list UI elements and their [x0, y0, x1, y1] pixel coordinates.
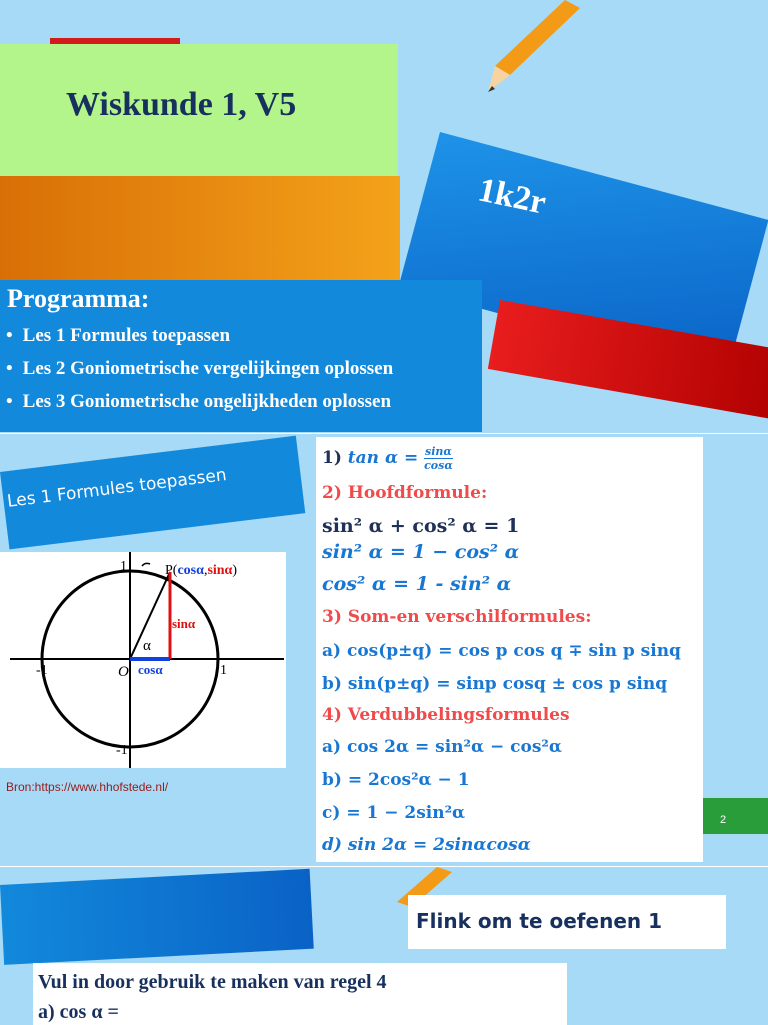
- formula-2a: sin² α + cos² α = 1: [322, 515, 520, 537]
- unit-circle-diagram: [0, 552, 286, 768]
- slide-number: 2: [720, 814, 727, 826]
- programme-item: • Les 3 Goniometrische ongelijkheden oplossen: [6, 391, 393, 424]
- formula-2b: sin² α = 1 − cos² α: [322, 541, 520, 563]
- programme-list: [6, 325, 393, 424]
- programme-title: Programma:: [7, 284, 150, 313]
- slide-3: [0, 866, 768, 1025]
- formula-4b: b) = 2cos²α − 1: [322, 770, 470, 790]
- pointer-arrow: [142, 563, 150, 566]
- tick-top: 1: [120, 559, 127, 574]
- fraction-numerator: sinα: [425, 445, 452, 458]
- formula-3a: a) cos(p±q) = cos p cos q ∓ sin p sinq: [322, 641, 681, 661]
- origin-label: O: [118, 664, 129, 680]
- orange-band: [0, 176, 400, 280]
- fraction-denominator: cosα: [424, 459, 453, 472]
- point-label: P(cosα,sinα): [165, 563, 238, 578]
- alpha-label: α: [143, 638, 151, 654]
- exercise-title: Flink om te oefenen 1: [416, 909, 662, 933]
- class-code: 1k2r: [475, 171, 550, 222]
- heading-verdubbeling: 4) Verdubbelingsformules: [322, 705, 570, 725]
- formula-1-number: 1): [322, 448, 342, 468]
- task-text: Vul in door gebruik te maken van regel 4: [38, 971, 387, 993]
- tick-bottom: -1: [116, 743, 128, 758]
- slide-1: [0, 0, 768, 432]
- programme-item: • Les 1 Formules toepassen: [6, 325, 393, 358]
- formula-4d: d) sin 2α = 2sinαcosα: [322, 835, 531, 855]
- pencil-icon: [470, 0, 580, 95]
- source-credit: Bron:https://www.hhofstede.nl/: [6, 780, 169, 794]
- slide-title: Wiskunde 1, V5: [66, 86, 297, 123]
- heading-hoofdformule: 2) Hoofdformule:: [322, 483, 488, 503]
- task-a: a) cos α =: [38, 1001, 119, 1023]
- slide-number-tab: [703, 798, 768, 834]
- lesson-title: Les 1 Formules toepassen: [6, 465, 228, 512]
- tick-right: 1: [220, 663, 227, 678]
- fraction: [424, 445, 453, 472]
- slide-2: [0, 433, 768, 866]
- background-strip: [0, 0, 768, 40]
- formula-4c: c) = 1 − 2sin²α: [322, 803, 466, 823]
- tick-left: -1: [36, 663, 48, 678]
- heading-som-verschil: 3) Som-en verschilformules:: [322, 607, 592, 627]
- sin-label: sinα: [172, 616, 196, 631]
- formula-4a: a) cos 2α = sin²α − cos²α: [322, 737, 562, 757]
- unit-circle-figure: [0, 552, 286, 768]
- blue-band: [0, 869, 314, 965]
- formula-3b: b) sin(p±q) = sinp cosq ± cos p sinq: [322, 674, 668, 694]
- formula-1: [322, 445, 453, 472]
- formula-2c: cos² α = 1 - sin² α: [322, 573, 512, 595]
- formula-1-lhs: tan α =: [347, 448, 419, 468]
- formula-box: [316, 437, 703, 862]
- cos-label: cosα: [138, 662, 163, 677]
- programme-item: • Les 2 Goniometrische vergelijkingen oplossen: [6, 358, 393, 391]
